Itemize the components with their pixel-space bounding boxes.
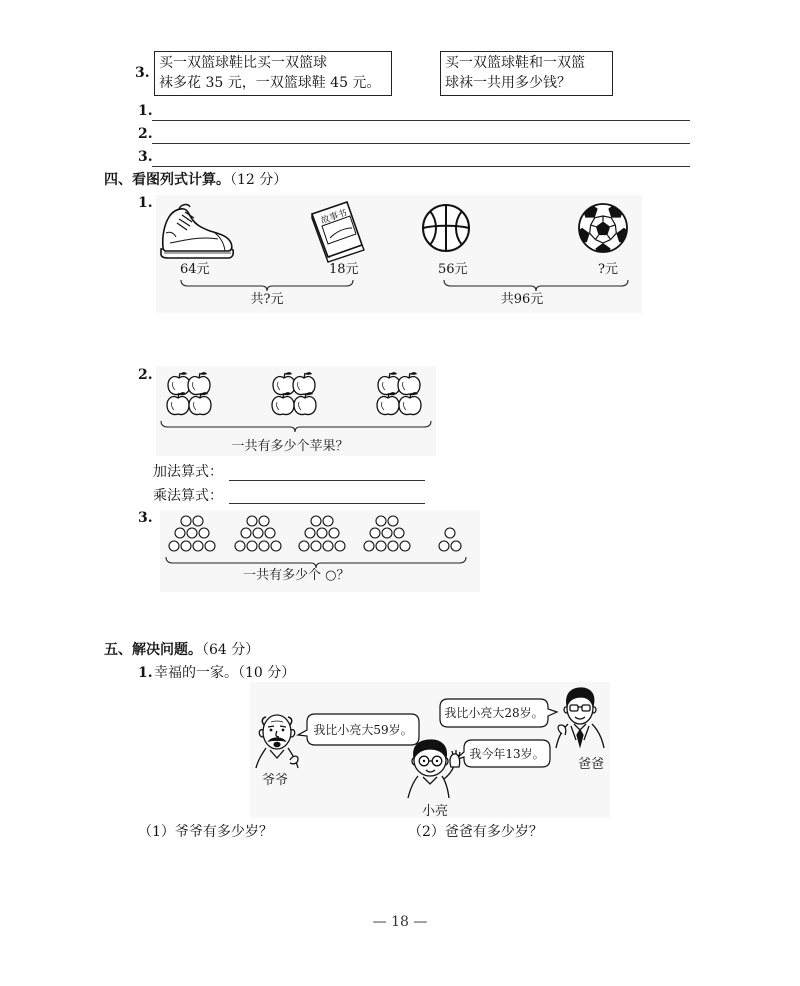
s4-q3-number: 3. <box>138 510 153 526</box>
counting-circle <box>394 528 404 538</box>
answer-line-2 <box>152 143 690 144</box>
counting-circle <box>271 541 281 551</box>
apple-group <box>167 372 211 414</box>
counting-circle <box>253 528 263 538</box>
storybook-cover-title: 故事书 <box>319 208 349 227</box>
counting-circle <box>376 541 386 551</box>
s5-q1-number: 1. <box>138 665 153 681</box>
grandpa-speech-text: 我比小亮大59岁。 <box>313 723 413 737</box>
apple-icon <box>167 392 189 414</box>
counting-circle <box>247 541 257 551</box>
circle-group <box>299 516 345 551</box>
addition-answer-line <box>229 480 425 481</box>
answer-line-number-1: 1. <box>138 103 153 119</box>
page-number: — 18 — <box>372 914 428 930</box>
circle-group <box>235 516 281 551</box>
counting-circle <box>199 528 209 538</box>
problem-3-number: 3. <box>135 65 150 81</box>
counting-circle <box>335 541 345 551</box>
sneaker-icon <box>158 203 236 261</box>
question-line-2: 球袜一共用多少钱？ <box>445 75 571 91</box>
apple-group <box>272 372 316 414</box>
counting-circle <box>247 516 257 526</box>
counting-circle <box>193 516 203 526</box>
section-4-score: （12 分） <box>230 172 288 188</box>
section-5-heading <box>104 641 259 659</box>
s5-q1-title: 幸福的一家。（10 分） <box>154 665 296 681</box>
apple-groups <box>158 372 438 420</box>
problem-3-question-box <box>440 51 613 96</box>
apple-icon <box>189 392 211 414</box>
circle-group <box>439 528 461 551</box>
counting-circle <box>323 541 333 551</box>
storybook-icon <box>306 198 368 264</box>
answer-line-number-3: 3. <box>138 149 153 165</box>
apple-icon <box>377 392 399 414</box>
section-5-title: 五、解决问题。 <box>104 642 202 658</box>
dad-label: 爸爸 <box>578 757 605 772</box>
soccer-ball-price: ?元 <box>598 262 618 277</box>
dad-speech-text: 我比小亮大28岁。 <box>444 706 544 720</box>
sneaker-price: 64元 <box>180 262 210 277</box>
counting-circle <box>376 516 386 526</box>
counting-circle <box>169 541 179 551</box>
circles-question: 一共有多少个 ○？ <box>243 568 350 583</box>
soccer-ball-icon <box>575 202 631 254</box>
counting-circle <box>205 541 215 551</box>
condition-line-2: 袜多花 35 元，一双篮球鞋 45 元。 <box>159 75 381 91</box>
apple-icon <box>272 392 294 414</box>
apple-icon <box>378 372 400 394</box>
section-5-score: （64 分） <box>202 642 260 658</box>
apple-icon <box>293 372 315 394</box>
counting-circle <box>370 528 380 538</box>
answer-line-1 <box>152 120 690 121</box>
dad-figure <box>556 688 604 748</box>
counting-circle <box>311 516 321 526</box>
counting-circle <box>259 516 269 526</box>
circle-group <box>364 516 410 551</box>
counting-circle <box>299 541 309 551</box>
xiaoliang-figure <box>408 740 460 798</box>
apple-icon <box>188 372 210 394</box>
apple-icon <box>398 372 420 394</box>
s4-q2-number: 2. <box>138 367 153 383</box>
counting-circle <box>175 528 185 538</box>
counting-circle <box>388 516 398 526</box>
multiplication-label: 乘法算式： <box>153 488 223 504</box>
apple-icon <box>168 372 190 394</box>
section-4-heading <box>104 171 287 189</box>
answer-line-3 <box>152 166 690 167</box>
basketball-price: 56元 <box>438 262 468 277</box>
apples-question: 一共有多少个苹果？ <box>231 439 349 454</box>
counting-circle <box>451 541 461 551</box>
s4-q1-number: 1. <box>138 195 153 211</box>
counting-circle <box>311 541 321 551</box>
counting-circle <box>323 516 333 526</box>
storybook-price: 18元 <box>329 262 359 277</box>
counting-circle <box>317 528 327 538</box>
total-right-label: 共96元 <box>500 292 544 307</box>
counting-circle <box>181 541 191 551</box>
brace-apples <box>158 419 436 435</box>
sub-question-2: （2）爸爸有多少岁？ <box>408 824 543 840</box>
apple-icon <box>399 392 421 414</box>
problem-3-condition-box <box>154 51 392 96</box>
counting-circle <box>382 528 392 538</box>
counting-circle <box>187 528 197 538</box>
counting-circle <box>329 528 339 538</box>
counting-circle <box>305 528 315 538</box>
xiaoliang-label: 小亮 <box>422 804 449 819</box>
counting-circle <box>439 541 449 551</box>
counting-circle <box>193 541 203 551</box>
apple-icon <box>273 372 295 394</box>
basketball-icon <box>420 203 472 253</box>
apple-group <box>377 372 421 414</box>
counting-circle <box>259 541 269 551</box>
addition-label: 加法算式： <box>153 464 223 480</box>
multiplication-answer-line <box>229 503 425 504</box>
counting-circle <box>445 528 455 538</box>
sub-question-1: （1）爷爷有多少岁？ <box>138 824 273 840</box>
xiaoliang-speech-text: 我今年13岁。 <box>469 747 545 761</box>
counting-circle <box>235 541 245 551</box>
grandpa-label: 爷爷 <box>262 773 289 788</box>
circle-group <box>169 516 215 551</box>
total-left-label: 共?元 <box>250 292 284 307</box>
counting-circle <box>265 528 275 538</box>
counting-circle <box>181 516 191 526</box>
section-4-title: 四、看图列式计算。 <box>104 172 230 188</box>
apple-icon <box>294 392 316 414</box>
condition-line-1: 买一双篮球鞋比买一双篮球 <box>159 55 327 71</box>
question-line-1: 买一双篮球鞋和一双篮 <box>445 55 585 71</box>
answer-line-number-2: 2. <box>138 126 153 142</box>
counting-circle <box>364 541 374 551</box>
grandpa-figure <box>256 715 298 768</box>
family-illustration <box>250 680 610 820</box>
counting-circle <box>241 528 251 538</box>
circle-groups <box>160 513 470 555</box>
counting-circle <box>388 541 398 551</box>
counting-circle <box>400 541 410 551</box>
